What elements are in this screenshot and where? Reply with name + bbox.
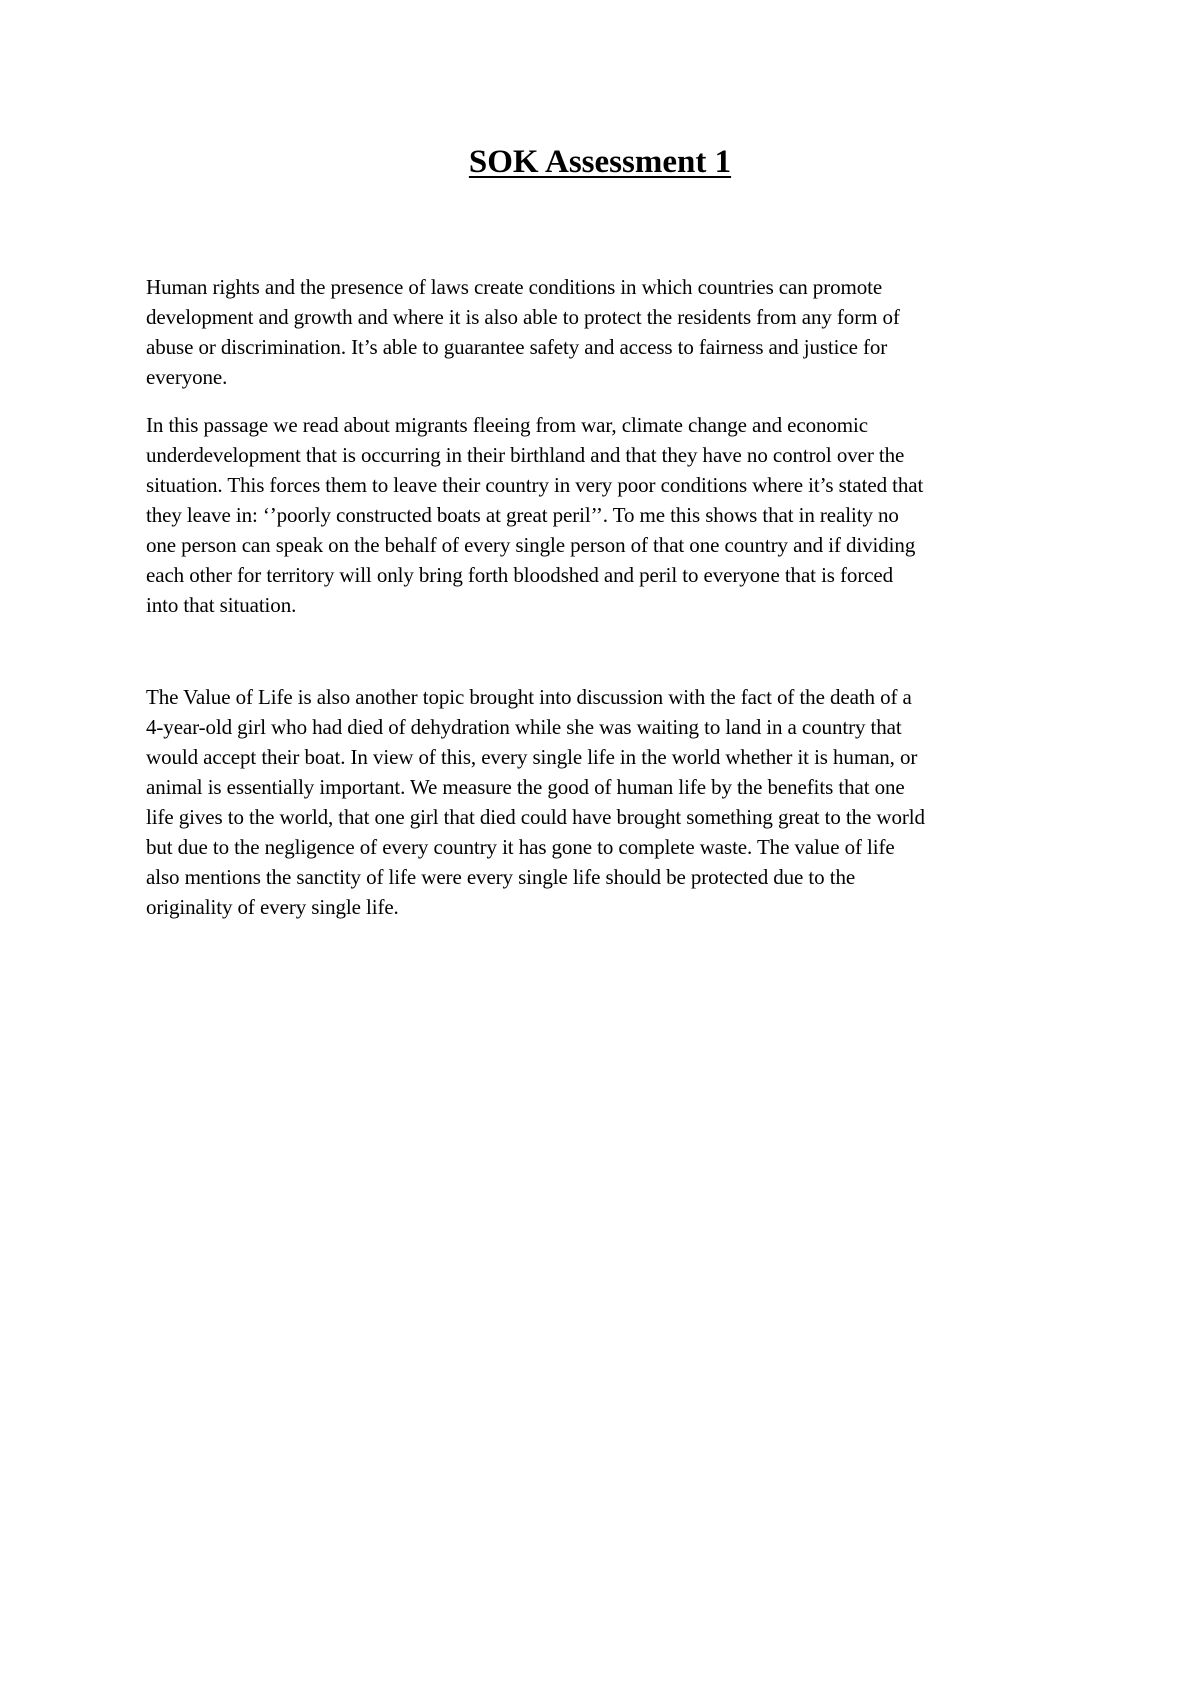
paragraph-line: each other for territory will only bring forth bloodshed and peril to everyone that is forced [146, 563, 894, 587]
paragraph-line: originality of every single life. [146, 895, 399, 919]
paragraph-line: but due to the negligence of every country it has gone to complete waste. The value of life [146, 835, 895, 859]
paragraph-value-of-life [146, 682, 1066, 922]
paragraph-line: also mentions the sanctity of life were every single life should be protected due to the [146, 865, 856, 889]
paragraph-line: abuse or discrimination. It’s able to guarantee safety and access to fairness and justice for [146, 335, 888, 359]
paragraph-line: development and growth and where it is also able to protect the residents from any form of [146, 305, 900, 329]
paragraph-line: they leave in: ‘’poorly constructed boats at great peril’’. To me this shows that in reality no [146, 503, 899, 527]
paragraph-migrants [146, 410, 1066, 620]
paragraph-line: The Value of Life is also another topic brought into discussion with the fact of the death of a [146, 685, 912, 709]
paragraph-human-rights [146, 272, 1066, 392]
paragraph-line: life gives to the world, that one girl that died could have brought something great to the world [146, 805, 925, 829]
paragraph-line: into that situation. [146, 593, 297, 617]
paragraph-line: would accept their boat. In view of this, every single life in the world whether it is human, or [146, 745, 918, 769]
paragraph-line: animal is essentially important. We measure the good of human life by the benefits that one [146, 775, 905, 799]
paragraph-line: Human rights and the presence of laws create conditions in which countries can promote [146, 275, 883, 299]
paragraph-line: In this passage we read about migrants fleeing from war, climate change and economic [146, 413, 868, 437]
document-title-text: SOK Assessment 1 [468, 144, 732, 180]
paragraph-line: 4-year-old girl who had died of dehydration while she was waiting to land in a country that [146, 715, 902, 739]
paragraph-line: everyone. [146, 365, 228, 389]
paragraph-line: situation. This forces them to leave their country in very poor conditions where it’s stated that [146, 473, 924, 497]
paragraph-line: one person can speak on the behalf of every single person of that one country and if dividing [146, 533, 916, 557]
paragraph-line: underdevelopment that is occurring in their birthland and that they have no control over the [146, 443, 905, 467]
document-title [0, 142, 1200, 182]
